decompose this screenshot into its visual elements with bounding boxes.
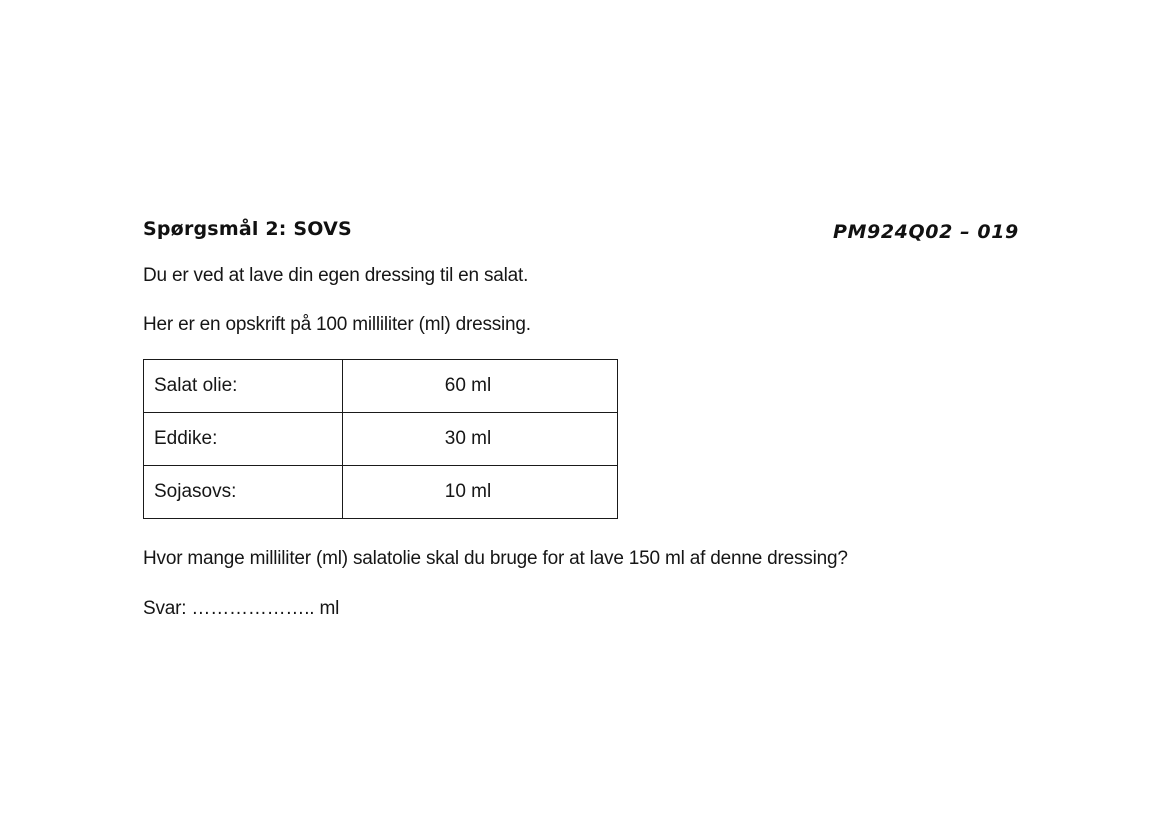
amount-cell: 30 ml [343, 413, 618, 466]
recipe-text: Her er en opskrift på 100 milliliter (ml) dressing. [143, 314, 531, 335]
ingredient-cell: Sojasovs: [144, 466, 343, 519]
recipe-table [143, 359, 618, 519]
question-code: PM924Q02 – 019 [833, 221, 1019, 243]
answer-line: Svar: ……………….. ml [143, 598, 340, 619]
intro-text: Du er ved at lave din egen dressing til en salat. [143, 265, 529, 286]
ingredient-cell: Eddike: [144, 413, 343, 466]
ingredient-cell: Salat olie: [144, 360, 343, 413]
question-title: Spørgsmål 2: SOVS [143, 218, 352, 240]
table-row [144, 466, 618, 519]
table-row [144, 413, 618, 466]
amount-cell: 10 ml [343, 466, 618, 519]
table-row [144, 360, 618, 413]
question-text: Hvor mange milliliter (ml) salatolie skal du bruge for at lave 150 ml af denne dressing? [143, 548, 848, 569]
amount-cell: 60 ml [343, 360, 618, 413]
